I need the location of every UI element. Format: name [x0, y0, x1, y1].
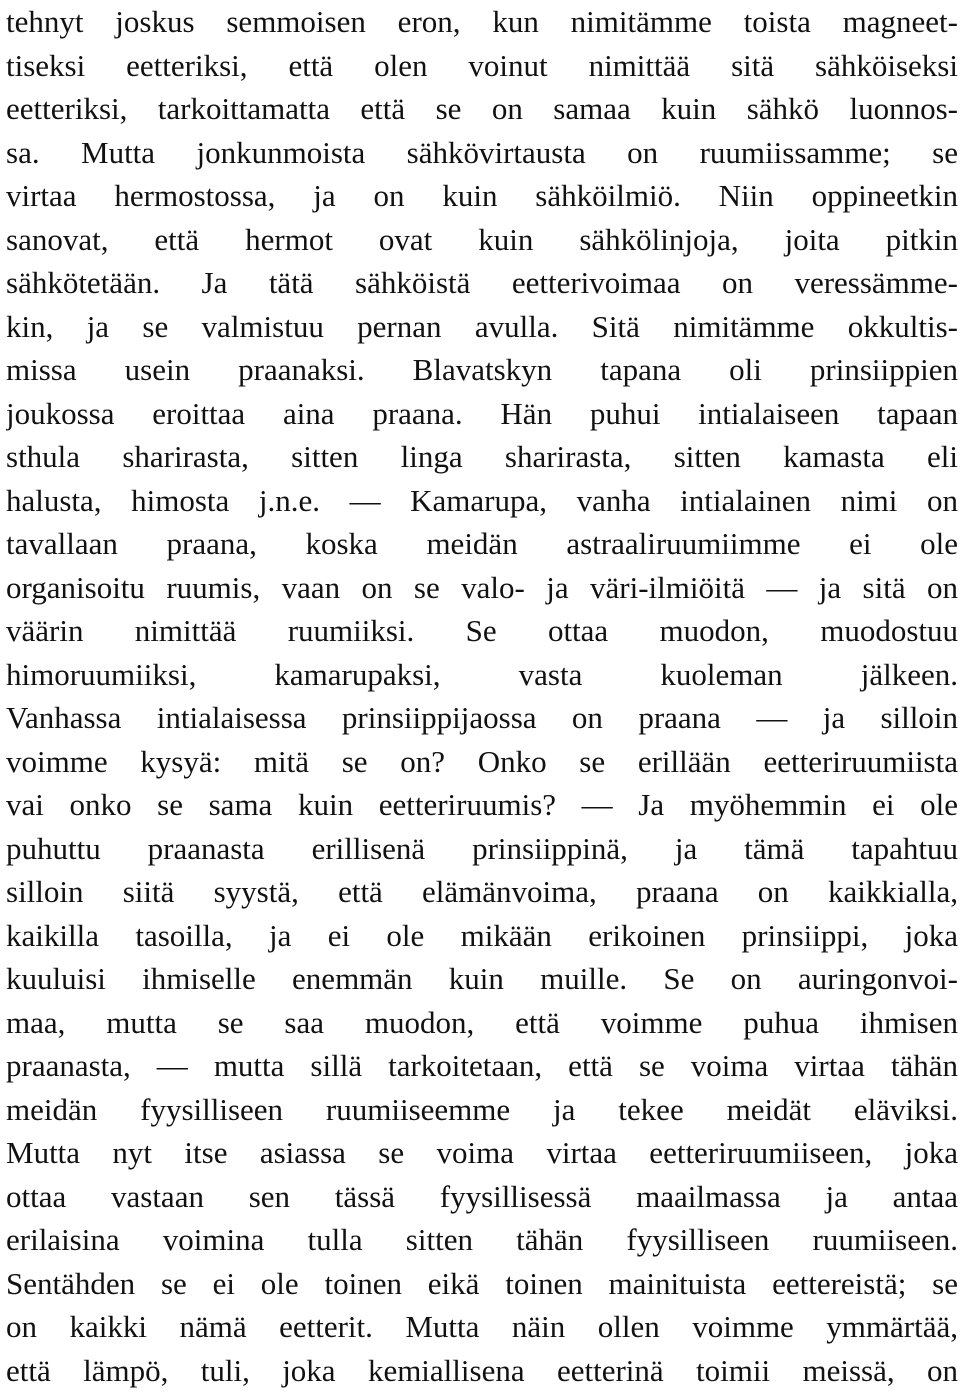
- text-line: eetteriksi, tarkoittamatta että se on samaa kuin sähkö luonnos-: [6, 91, 958, 126]
- text-line: sa. Mutta jonkunmoista sähkövirtausta on ruumiissamme; se: [6, 134, 958, 170]
- text-line: vai onko se sama kuin eetteriruumis? — Ja myöhemmin ei ole: [6, 787, 958, 822]
- text-line: on kaikki nämä eetterit. Mutta näin ollen voimme ymmärtää,: [6, 1309, 958, 1344]
- text-line: väärin nimittää ruumiiksi. Se ottaa muodon, muodostuu: [6, 613, 958, 648]
- text-line: praanasta, — mutta sillä tarkoitetaan, että se voima virtaa tähän: [6, 1048, 958, 1083]
- text-line: tavallaan praana, koska meidän astraaliruumiimme ei ole: [6, 526, 958, 561]
- body-text: [6, 0, 958, 1392]
- text-line: kuuluisi ihmiselle enemmän kuin muille. Se on auringonvoi-: [6, 961, 958, 996]
- text-line: että lämpö, tuli, joka kemiallisena eetterinä toimii meissä, on: [6, 1352, 958, 1388]
- text-line: tehnyt joskus semmoisen eron, kun nimitämme toista magneet-: [6, 4, 958, 39]
- text-line: Mutta nyt itse asiassa se voima virtaa eetteriruumiiseen, joka: [6, 1135, 958, 1170]
- text-line: himoruumiiksi, kamarupaksi, vasta kuoleman jälkeen.: [6, 656, 958, 692]
- text-line: Sentähden se ei ole toinen eikä toinen mainituista eettereistä; se: [6, 1265, 958, 1301]
- text-line: maa, mutta se saa muodon, että voimme puhua ihmisen: [6, 1004, 958, 1040]
- text-line: kaikilla tasoilla, ja ei ole mikään erikoinen prinsiippi, joka: [6, 917, 958, 953]
- text-line: Vanhassa intialaisessa prinsiippijaossa on praana — ja silloin: [6, 700, 958, 735]
- text-line: halusta, himosta j.n.e. — Kamarupa, vanha intialainen nimi on: [6, 482, 958, 518]
- text-line: kin, ja se valmistuu pernan avulla. Sitä nimitämme okkultis-: [6, 308, 958, 344]
- text-line: puhuttu praanasta erillisenä prinsiippinä, ja tämä tapahtuu: [6, 830, 958, 866]
- text-line: organisoitu ruumis, vaan on se valo- ja väri-ilmiöitä — ja sitä on: [6, 569, 958, 605]
- text-line: sähkötetään. Ja tätä sähköistä eetterivoimaa on veressämme-: [6, 265, 958, 300]
- text-line: sanovat, että hermot ovat kuin sähkölinjoja, joita pitkin: [6, 221, 958, 257]
- text-line: sthula sharirasta, sitten linga sharirasta, sitten kamasta eli: [6, 439, 958, 474]
- text-line: missa usein praanaksi. Blavatskyn tapana oli prinsiippien: [6, 352, 958, 387]
- text-line: joukossa eroittaa aina praana. Hän puhui intialaiseen tapaan: [6, 395, 958, 431]
- text-line: meidän fyysilliseen ruumiiseemme ja tekee meidät eläviksi.: [6, 1091, 958, 1127]
- text-line: tiseksi eetteriksi, että olen voinut nimittää sitä sähköiseksi: [6, 47, 958, 83]
- text-line: silloin siitä syystä, että elämänvoima, praana on kaikkialla,: [6, 874, 958, 909]
- text-line: erilaisina voimina tulla sitten tähän fyysilliseen ruumiiseen.: [6, 1222, 958, 1257]
- text-line: voimme kysyä: mitä se on? Onko se erillään eetteriruumiista: [6, 743, 958, 779]
- text-line: ottaa vastaan sen tässä fyysillisessä maailmassa ja antaa: [6, 1178, 958, 1214]
- text-line: virtaa hermostossa, ja on kuin sähköilmiö. Niin oppineetkin: [6, 178, 958, 213]
